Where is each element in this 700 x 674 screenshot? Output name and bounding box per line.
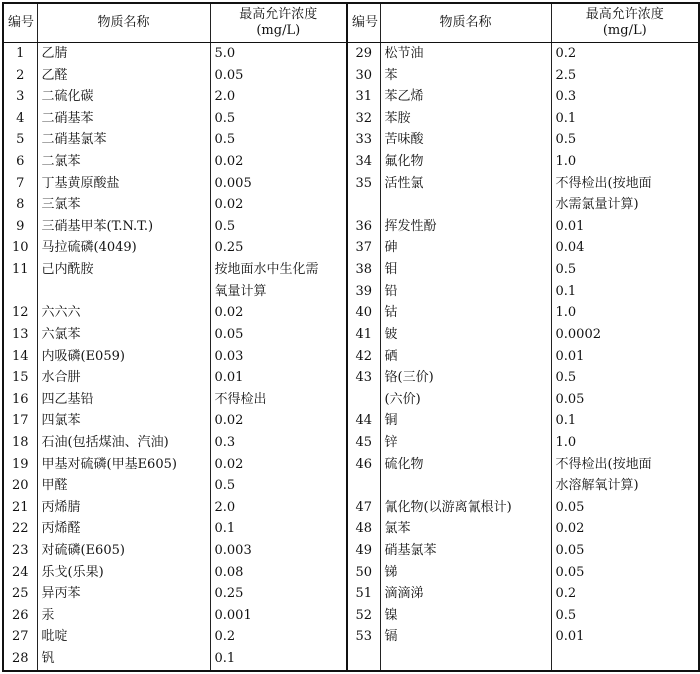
left-number: 25 (3, 583, 37, 605)
left-number: 18 (3, 432, 37, 454)
left-number: 24 (3, 562, 37, 584)
left-substance-name: 丙烯腈 (37, 497, 210, 519)
right-max-concentration (551, 648, 699, 671)
left-max-concentration: 0.5 (210, 216, 347, 238)
left-max-concentration: 0.2 (210, 626, 347, 648)
left-substance-name: 钒 (37, 648, 210, 671)
table-row (3, 108, 699, 130)
left-max-concentration: 0.05 (210, 324, 347, 346)
right-max-concentration: 1.0 (551, 151, 699, 173)
table-row (3, 129, 699, 151)
right-substance-name: 铜 (380, 410, 551, 432)
right-substance-name: 氯苯 (380, 518, 551, 540)
right-max-concentration: 0.0002 (551, 324, 699, 346)
right-max-concentration: 0.1 (551, 108, 699, 130)
right-number: 39 (347, 281, 380, 303)
table-row (3, 367, 699, 389)
left-substance-name: 二氯苯 (37, 151, 210, 173)
right-substance-name: 钼 (380, 259, 551, 281)
left-number: 28 (3, 648, 37, 671)
right-substance-name: 铍 (380, 324, 551, 346)
left-substance-name: 石油(包括煤油、汽油) (37, 432, 210, 454)
left-substance-name: 三硝基甲苯(T.N.T.) (37, 216, 210, 238)
table-row (3, 259, 699, 281)
left-number: 26 (3, 605, 37, 627)
table-row (3, 173, 699, 195)
table-body (3, 43, 699, 672)
right-number: 47 (347, 497, 380, 519)
right-number (347, 389, 380, 411)
left-number: 15 (3, 367, 37, 389)
left-number: 2 (3, 65, 37, 87)
left-number: 23 (3, 540, 37, 562)
left-number: 10 (3, 237, 37, 259)
table-row (3, 43, 699, 65)
right-substance-name: 挥发性酚 (380, 216, 551, 238)
table-row (3, 194, 699, 216)
table-row (3, 324, 699, 346)
right-max-concentration: 不得检出(按地面 (551, 173, 699, 195)
left-substance-name: 甲基对硫磷(甲基E605) (37, 454, 210, 476)
right-substance-name: 松节油 (380, 43, 551, 65)
right-max-concentration: 1.0 (551, 302, 699, 324)
right-max-concentration: 0.5 (551, 129, 699, 151)
left-max-concentration: 0.005 (210, 173, 347, 195)
left-substance-name: 内吸磷(E059) (37, 346, 210, 368)
left-substance-name: 六六六 (37, 302, 210, 324)
right-substance-name: 氰化物(以游离氰根计) (380, 497, 551, 519)
left-substance-name: 乐戈(乐果) (37, 562, 210, 584)
table-row (3, 475, 699, 497)
table-row (3, 151, 699, 173)
left-substance-name: 乙醛 (37, 65, 210, 87)
right-substance-name (380, 648, 551, 671)
right-max-concentration: 0.3 (551, 86, 699, 108)
table-row (3, 65, 699, 87)
right-substance-name: 苯乙烯 (380, 86, 551, 108)
substance-limit-table (2, 2, 700, 672)
left-substance-name (37, 281, 210, 303)
left-max-concentration: 0.003 (210, 540, 347, 562)
right-max-concentration: 0.04 (551, 237, 699, 259)
right-number: 50 (347, 562, 380, 584)
right-number: 41 (347, 324, 380, 346)
left-number: 7 (3, 173, 37, 195)
header-name-right: 物质名称 (380, 3, 551, 43)
left-max-concentration: 5.0 (210, 43, 347, 65)
left-number: 19 (3, 454, 37, 476)
table-row (3, 410, 699, 432)
right-number: 46 (347, 454, 380, 476)
right-max-concentration: 0.05 (551, 497, 699, 519)
left-number: 16 (3, 389, 37, 411)
left-max-concentration: 不得检出 (210, 389, 347, 411)
right-number: 35 (347, 173, 380, 195)
right-number: 48 (347, 518, 380, 540)
left-number: 20 (3, 475, 37, 497)
table-row (3, 626, 699, 648)
right-substance-name (380, 194, 551, 216)
right-number: 53 (347, 626, 380, 648)
right-number: 30 (347, 65, 380, 87)
header-concentration-right-line2: (mg/L) (602, 23, 647, 38)
header-concentration-left-line2: (mg/L) (256, 23, 301, 38)
left-max-concentration: 0.03 (210, 346, 347, 368)
table-row (3, 302, 699, 324)
left-max-concentration: 氧量计算 (210, 281, 347, 303)
right-number: 49 (347, 540, 380, 562)
right-number: 42 (347, 346, 380, 368)
right-max-concentration: 0.01 (551, 216, 699, 238)
left-max-concentration: 2.0 (210, 497, 347, 519)
left-max-concentration: 0.02 (210, 194, 347, 216)
right-substance-name: 滴滴涕 (380, 583, 551, 605)
right-max-concentration: 0.5 (551, 605, 699, 627)
left-max-concentration: 0.02 (210, 454, 347, 476)
left-max-concentration: 0.001 (210, 605, 347, 627)
left-substance-name: 对硫磷(E605) (37, 540, 210, 562)
right-number: 52 (347, 605, 380, 627)
header-concentration-left (210, 3, 347, 43)
right-max-concentration: 0.05 (551, 540, 699, 562)
right-substance-name: 铬(三价) (380, 367, 551, 389)
left-substance-name: 乙腈 (37, 43, 210, 65)
header-concentration-right-line1: 最高允许浓度 (585, 7, 664, 22)
right-number: 40 (347, 302, 380, 324)
left-substance-name: 汞 (37, 605, 210, 627)
right-substance-name: 砷 (380, 237, 551, 259)
table-row (3, 562, 699, 584)
left-max-concentration: 0.08 (210, 562, 347, 584)
right-number: 34 (347, 151, 380, 173)
right-number: 32 (347, 108, 380, 130)
left-substance-name: 甲醛 (37, 475, 210, 497)
right-substance-name: 硝基氯苯 (380, 540, 551, 562)
right-substance-name: 锑 (380, 562, 551, 584)
header-no-left: 编号 (3, 3, 37, 43)
table-row (3, 281, 699, 303)
table-row (3, 518, 699, 540)
right-substance-name: 铅 (380, 281, 551, 303)
left-substance-name: 丙烯醛 (37, 518, 210, 540)
left-number: 8 (3, 194, 37, 216)
right-number: 38 (347, 259, 380, 281)
right-max-concentration: 0.02 (551, 518, 699, 540)
left-substance-name: 二硝基氯苯 (37, 129, 210, 151)
table-row (3, 86, 699, 108)
table-row (3, 237, 699, 259)
table-row (3, 346, 699, 368)
right-number: 37 (347, 237, 380, 259)
right-max-concentration: 0.05 (551, 562, 699, 584)
right-max-concentration: 水溶解氧计算) (551, 475, 699, 497)
left-substance-name: 水合肼 (37, 367, 210, 389)
right-number: 31 (347, 86, 380, 108)
left-number (3, 281, 37, 303)
right-substance-name: 镍 (380, 605, 551, 627)
left-max-concentration: 0.02 (210, 302, 347, 324)
table-row (3, 605, 699, 627)
left-number: 21 (3, 497, 37, 519)
right-substance-name: 苯胺 (380, 108, 551, 130)
left-number: 12 (3, 302, 37, 324)
right-substance-name: 硫化物 (380, 454, 551, 476)
left-number: 6 (3, 151, 37, 173)
left-substance-name: 吡啶 (37, 626, 210, 648)
left-max-concentration: 0.02 (210, 151, 347, 173)
table-header-row (3, 3, 699, 43)
left-max-concentration: 2.0 (210, 86, 347, 108)
right-number: 29 (347, 43, 380, 65)
header-concentration-right (551, 3, 699, 43)
left-max-concentration: 0.02 (210, 410, 347, 432)
left-substance-name: 异丙苯 (37, 583, 210, 605)
left-max-concentration: 0.5 (210, 475, 347, 497)
table-row (3, 389, 699, 411)
right-substance-name: 镉 (380, 626, 551, 648)
left-number: 9 (3, 216, 37, 238)
left-max-concentration: 0.5 (210, 108, 347, 130)
table-row (3, 583, 699, 605)
left-number: 13 (3, 324, 37, 346)
right-max-concentration: 0.2 (551, 583, 699, 605)
right-max-concentration: 2.5 (551, 65, 699, 87)
right-number (347, 648, 380, 671)
header-no-right: 编号 (347, 3, 380, 43)
right-max-concentration: 0.5 (551, 259, 699, 281)
right-substance-name: (六价) (380, 389, 551, 411)
left-substance-name: 二硫化碳 (37, 86, 210, 108)
table-row (3, 216, 699, 238)
table-row (3, 432, 699, 454)
left-number: 27 (3, 626, 37, 648)
right-number: 45 (347, 432, 380, 454)
left-max-concentration: 0.1 (210, 648, 347, 671)
left-number: 1 (3, 43, 37, 65)
right-substance-name: 钴 (380, 302, 551, 324)
left-substance-name: 四氯苯 (37, 410, 210, 432)
left-substance-name: 马拉硫磷(4049) (37, 237, 210, 259)
table-row (3, 497, 699, 519)
left-number: 5 (3, 129, 37, 151)
right-max-concentration: 水需氯量计算) (551, 194, 699, 216)
left-number: 4 (3, 108, 37, 130)
right-number (347, 475, 380, 497)
right-max-concentration: 0.01 (551, 346, 699, 368)
left-number: 14 (3, 346, 37, 368)
left-number: 11 (3, 259, 37, 281)
left-substance-name: 丁基黄原酸盐 (37, 173, 210, 195)
right-max-concentration: 0.1 (551, 410, 699, 432)
left-substance-name: 己内酰胺 (37, 259, 210, 281)
left-max-concentration: 0.3 (210, 432, 347, 454)
right-max-concentration: 0.2 (551, 43, 699, 65)
left-max-concentration: 0.01 (210, 367, 347, 389)
left-substance-name: 二硝基苯 (37, 108, 210, 130)
left-substance-name: 四乙基铅 (37, 389, 210, 411)
right-number: 33 (347, 129, 380, 151)
right-max-concentration: 0.05 (551, 389, 699, 411)
right-substance-name: 硒 (380, 346, 551, 368)
right-max-concentration: 0.01 (551, 626, 699, 648)
right-number: 51 (347, 583, 380, 605)
table-row (3, 648, 699, 671)
left-number: 17 (3, 410, 37, 432)
right-substance-name: 苯 (380, 65, 551, 87)
right-max-concentration: 1.0 (551, 432, 699, 454)
right-max-concentration: 不得检出(按地面 (551, 454, 699, 476)
right-number: 44 (347, 410, 380, 432)
right-max-concentration: 0.5 (551, 367, 699, 389)
left-max-concentration: 0.5 (210, 129, 347, 151)
left-max-concentration: 0.1 (210, 518, 347, 540)
right-substance-name: 苦味酸 (380, 129, 551, 151)
left-substance-name: 六氯苯 (37, 324, 210, 346)
right-substance-name: 氟化物 (380, 151, 551, 173)
left-max-concentration: 0.25 (210, 237, 347, 259)
right-number: 36 (347, 216, 380, 238)
table-row (3, 454, 699, 476)
left-substance-name: 三氯苯 (37, 194, 210, 216)
header-concentration-left-line1: 最高允许浓度 (239, 7, 318, 22)
right-number (347, 194, 380, 216)
left-max-concentration: 0.05 (210, 65, 347, 87)
left-max-concentration: 按地面水中生化需 (210, 259, 347, 281)
left-number: 22 (3, 518, 37, 540)
left-max-concentration: 0.25 (210, 583, 347, 605)
right-number: 43 (347, 367, 380, 389)
right-max-concentration: 0.1 (551, 281, 699, 303)
table-row (3, 540, 699, 562)
right-substance-name (380, 475, 551, 497)
right-substance-name: 锌 (380, 432, 551, 454)
header-name-left: 物质名称 (37, 3, 210, 43)
right-substance-name: 活性氯 (380, 173, 551, 195)
left-number: 3 (3, 86, 37, 108)
